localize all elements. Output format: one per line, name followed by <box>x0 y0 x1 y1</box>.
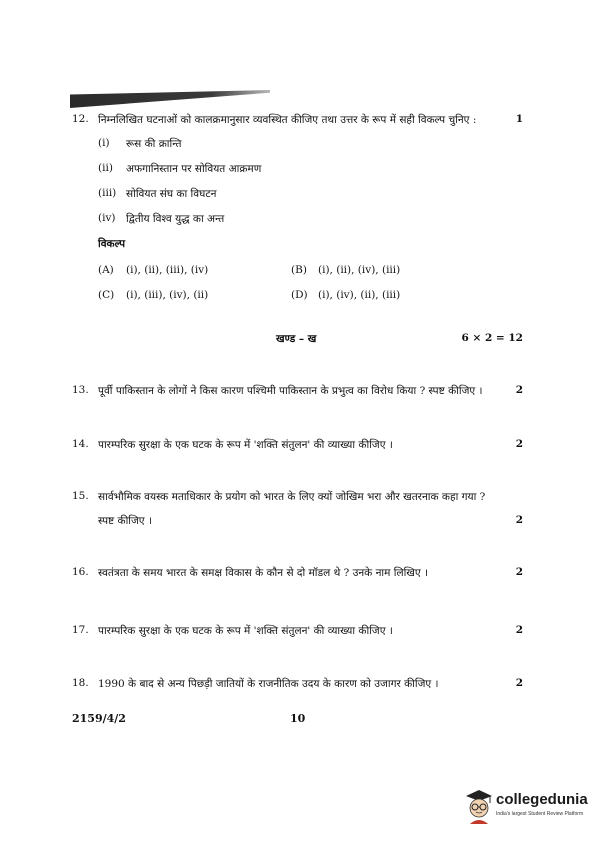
question-text: 1990 के बाद से अन्य पिछड़ी जातियों के राजनीतिक उदय के कारण को उजागर कीजिए । <box>98 678 439 690</box>
option-text: (i), (iv), (ii), (iii) <box>318 289 401 301</box>
options-heading: विकल्प <box>98 238 126 250</box>
option-label: (A) <box>98 264 114 276</box>
q12-marks: 1 <box>515 113 523 125</box>
question-marks: 2 <box>515 624 523 636</box>
option-label: (D) <box>291 289 308 301</box>
question-text: पारम्परिक सुरक्षा के एक घटक के रूप में 'शक्ति संतुलन' की व्याख्या कीजिए । <box>98 625 393 637</box>
q12-item-label: (i) <box>98 137 110 149</box>
paper-code: 2159/4/2 <box>72 712 126 725</box>
section-title: खण्ड – ख <box>276 333 317 345</box>
option-text: (i), (ii), (iv), (iii) <box>318 264 401 276</box>
question-marks: 2 <box>515 384 523 396</box>
question-marks: 2 <box>515 566 523 578</box>
q12-text: निम्नलिखित घटनाओं को कालक्रमानुसार व्यवस्थित कीजिए तथा उत्तर के रूप में सही विकल्प चुनिए : <box>98 114 477 126</box>
question-marks: 2 <box>515 677 523 689</box>
q12-number: 12. <box>72 113 89 125</box>
question-number: 15. <box>72 490 89 502</box>
question-number: 16. <box>72 566 89 578</box>
question-text: पारम्परिक सुरक्षा के एक घटक के रूप में 'शक्ति संतुलन' की व्याख्या कीजिए । <box>98 439 393 451</box>
mascot-icon <box>462 788 496 824</box>
question-marks: 2 <box>515 438 523 450</box>
option-text: (i), (ii), (iii), (iv) <box>126 264 209 276</box>
question-text: पूर्वी पाकिस्तान के लोगों ने किस कारण पश्चिमी पाकिस्तान के प्रभुत्व का विरोध किया ? स्पष्ट कीजिए । <box>98 385 483 397</box>
header-bar <box>70 90 270 108</box>
question-text: स्वतंत्रता के समय भारत के समक्ष विकास के कौन से दो मॉडल थे ? उनके नाम लिखिए । <box>98 567 429 579</box>
collegedunia-logo <box>462 788 590 828</box>
question-number: 18. <box>72 677 89 689</box>
question-marks: 2 <box>515 514 523 526</box>
q12-item-text: रूस की क्रान्ति <box>126 138 182 150</box>
question-text-continued: स्पष्ट कीजिए । <box>98 515 152 527</box>
section-marks: 6 × 2 = 12 <box>461 332 523 344</box>
logo-tagline: India's largest Student Review Platform <box>496 811 584 817</box>
option-text: (i), (iii), (iv), (ii) <box>126 289 209 301</box>
page-number: 10 <box>290 712 306 725</box>
logo-name: collegedunia <box>496 791 588 808</box>
option-label: (C) <box>98 289 115 301</box>
q12-item-text: द्वितीय विश्व युद्ध का अन्त <box>126 213 225 225</box>
q12-item-text: सोवियत संघ का विघटन <box>126 188 217 200</box>
question-number: 13. <box>72 384 89 396</box>
question-number: 17. <box>72 624 89 636</box>
q12-item-label: (ii) <box>98 162 113 174</box>
question-number: 14. <box>72 438 89 450</box>
q12-item-text: अफगानिस्तान पर सोवियत आक्रमण <box>126 163 262 175</box>
option-label: (B) <box>291 264 307 276</box>
q12-item-label: (iv) <box>98 212 116 224</box>
q12-item-label: (iii) <box>98 187 117 199</box>
question-text: सार्वभौमिक वयस्क मताधिकार के प्रयोग को भारत के लिए क्यों जोखिम भरा और खतरनाक कहा गया ? <box>98 491 486 503</box>
